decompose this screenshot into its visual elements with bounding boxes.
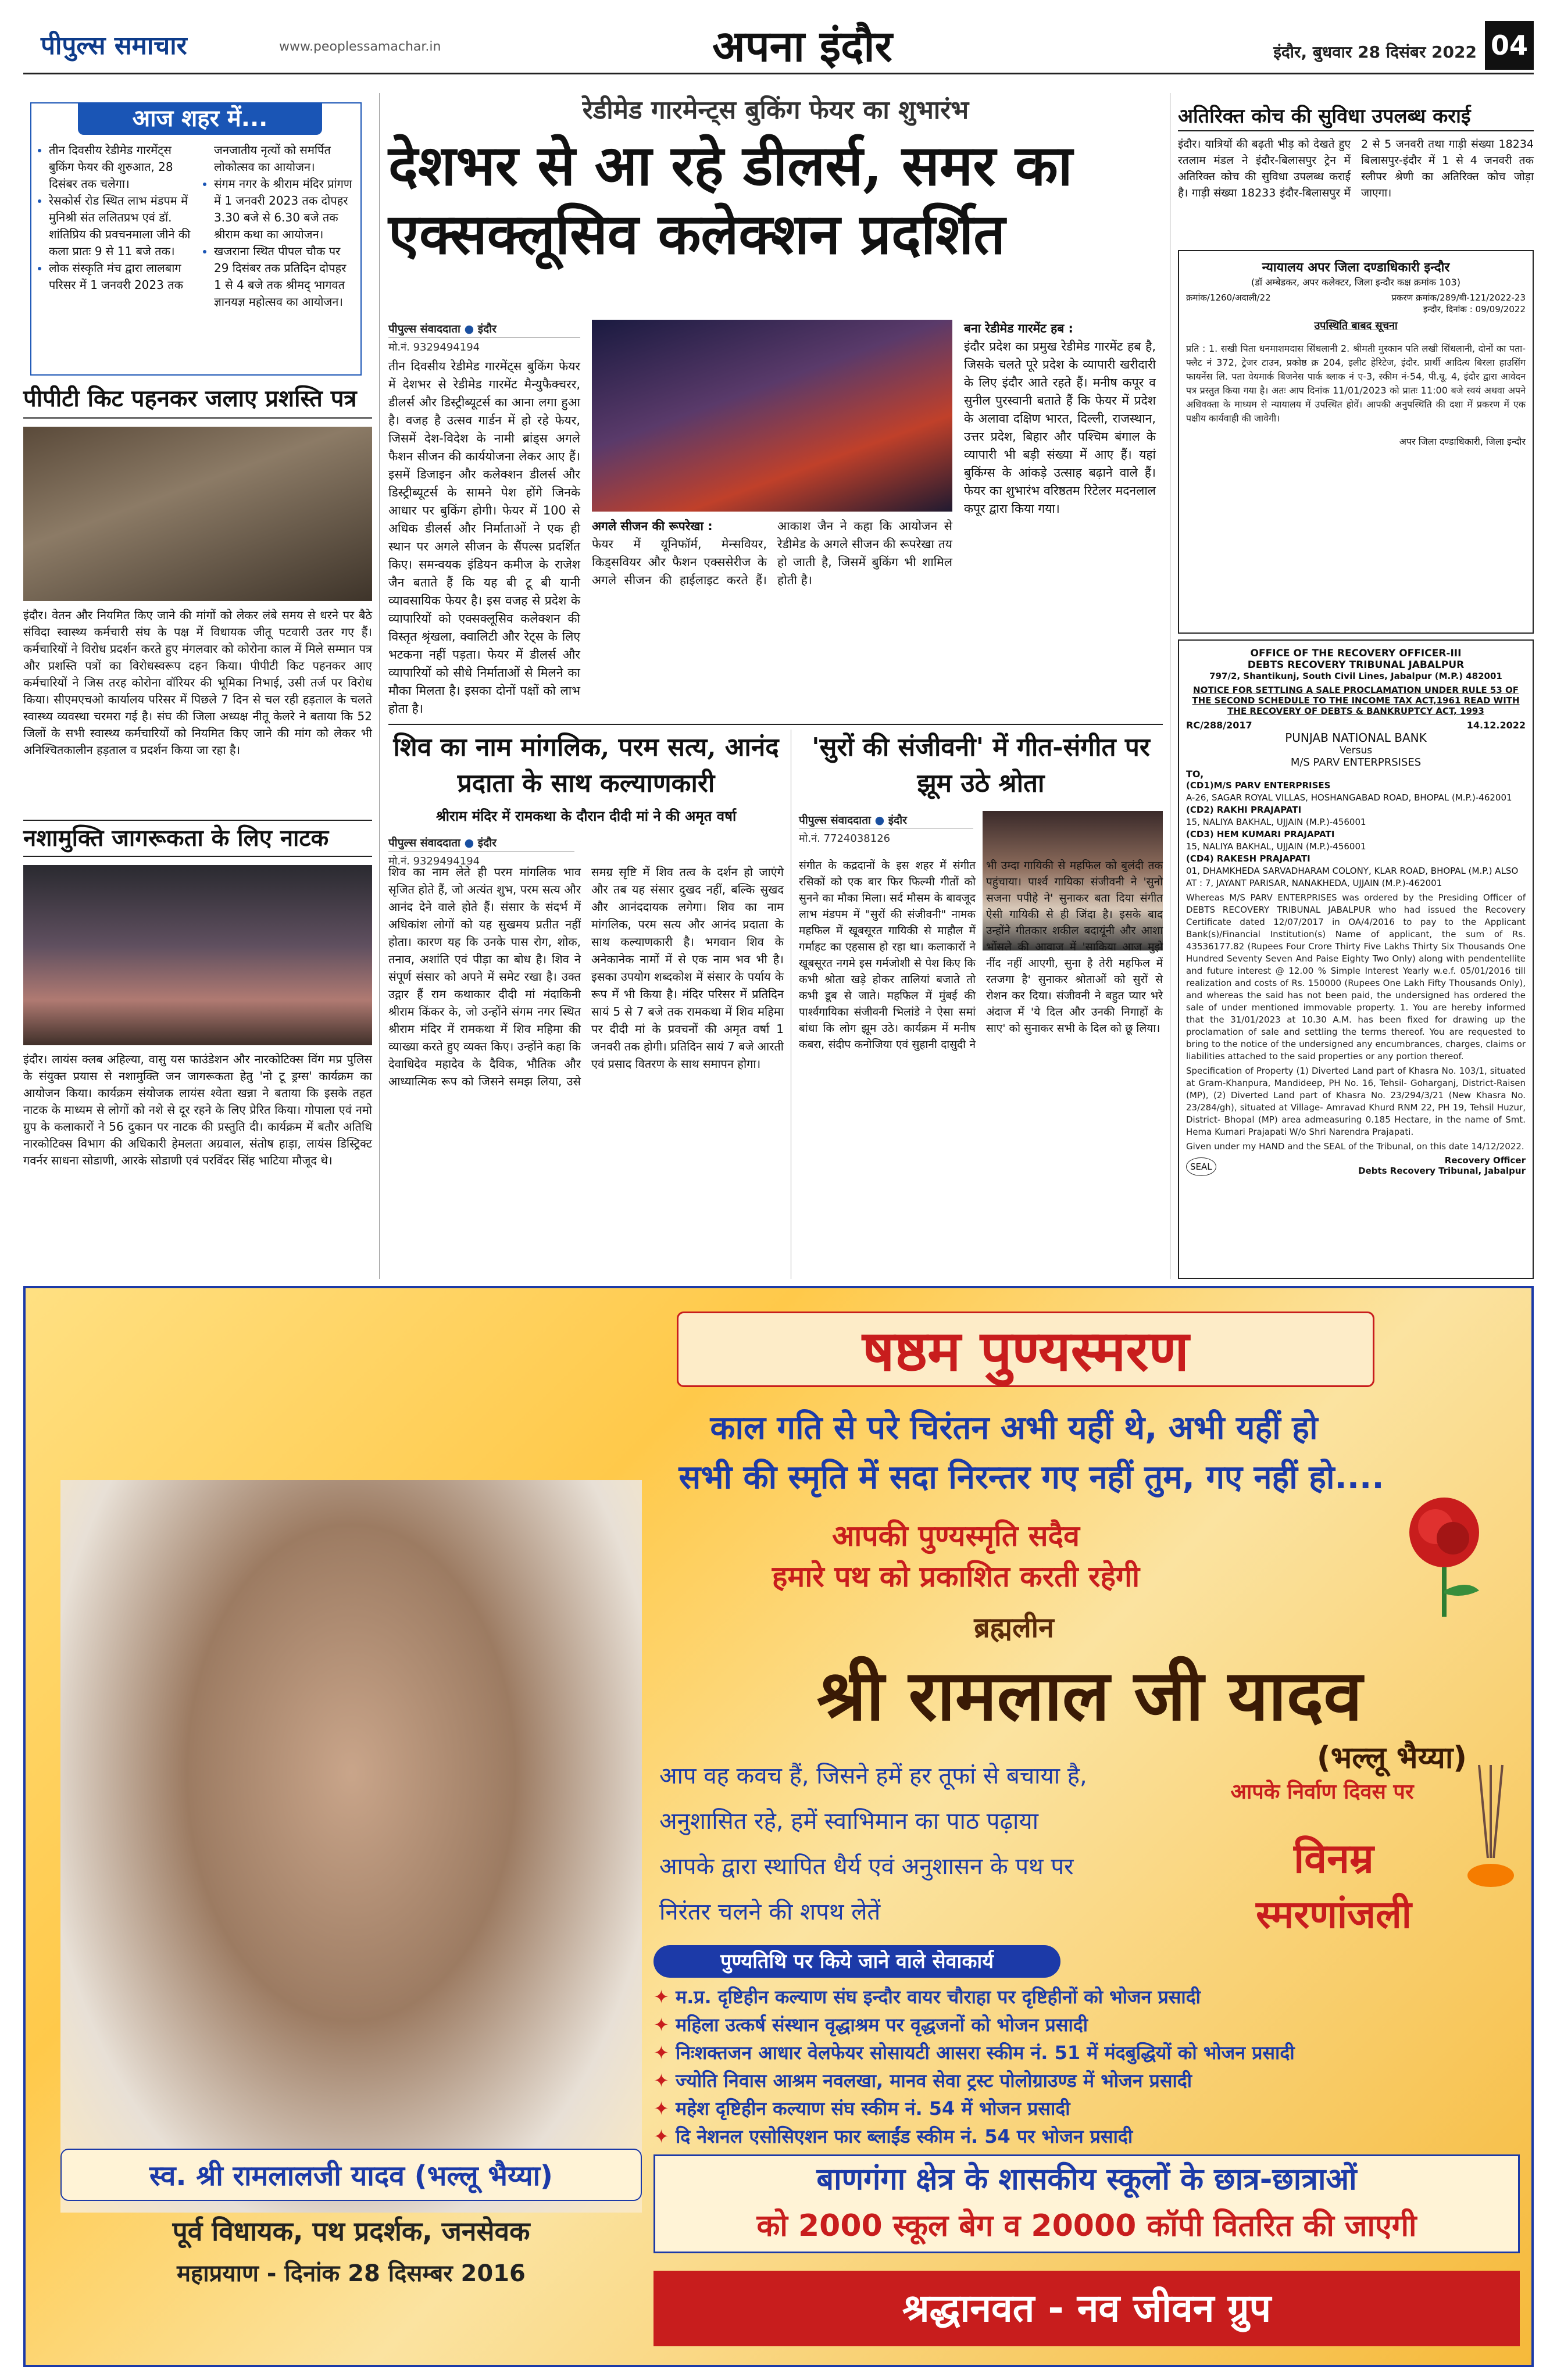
aaj-shahar-list-wrap	[36, 142, 356, 371]
drt-party-address: 01, DHAMKHEDA SARVADHARAM COLONY, KLAR ROAD, BHOPAL (M.P.) ALSO AT : 7, JAYANT PARISAR, NANAKHEDA, UJJAIN (M.P.)-462001	[1186, 866, 1519, 888]
aaj-shahar-box	[30, 102, 362, 376]
lead-col1	[388, 320, 580, 721]
column-divider	[379, 93, 380, 1279]
lead-col-mid	[592, 517, 952, 721]
ad-footer-text: श्रद्धानवत - नव जीवन ग्रुप	[902, 2286, 1272, 2331]
ad-mahaprayan: महाप्रयाण - दिनांक 28 दिसम्बर 2016	[177, 2260, 526, 2287]
photo-caption-band	[60, 2149, 642, 2201]
ad-name: श्री रामलाल जी यादव	[816, 1654, 1363, 1736]
ad-memory-1: आपकी पुण्यस्मृति सदैव	[832, 1519, 1080, 1553]
drt-defendant: M/S PARV ENTERPRSISES	[1290, 756, 1422, 769]
drt-plaintiff: PUNJAB NATIONAL BANK	[1285, 731, 1427, 745]
shiv-byline: पीपुल्स संवाददाता ● इंदौर	[388, 834, 574, 852]
aaj-shahar-title: आज शहर में...	[78, 102, 322, 135]
ad-vinamra: विनम्र	[1294, 1834, 1374, 1882]
drt-body: Whereas M/S PARV ENTERPRISES was ordered by the Presiding Officer of DEBTS RECOVERY TRIBUNAL JABALPUR who had issued the Recovery Certificate dated 12/07/2017 in OA/4/2016 to pay to the Applicant Bank(s)/Financial Institution(s) Name of applicant, the sum of Rs. 43536177.82 (Rupees Four Crore Thirty Five Lakhs Thirty Six Thousands One Hundred Seventy Seven And Paise Eighty Two Only) along with pendentellite and future interest @ 12.00 % Simple Interest Yearly w.e.f. 05/01/2016 till realization and costs of Rs. 150000 (Rupees One Lakh Fifty Thousands Only), and whereas the said has not been paid, the undersigned has ordered the sale of under mentioned immovable property. 1. You are hereby informed that the 31/01/2023 at 10.30 A.M. has been fixed for drawing up the proclamation of sale and settling the terms thereof. You are requested to bring to the notice of the undersigned any encumbrances, charges, claims or liabilities attached to the said properties or any portion thereof.	[1186, 892, 1526, 1062]
lead-col3	[964, 320, 1156, 721]
drt-sign-org: Debts Recovery Tribunal, Jabalpur	[1358, 1166, 1526, 1176]
portrait-photo	[60, 1480, 642, 2213]
drt-party: (CD1)M/S PARV ENTERPRISES	[1186, 780, 1331, 791]
ad-tribute-line: आपके द्वारा स्थापित धैर्य एवं अनुशासन के पथ पर	[659, 1853, 1074, 1880]
drt-property: Specification of Property (1) Diverted Land part of Khasra No. 103/1, situated at Gram-Khanpura, Mandideep, PH No. 16, Tehsil- Goharganj, District-Raisen (MP), (2) Diverted Land part of Khasra No. 23/294/3/21 (New Khasra No. 23/284/gh), situated at Village- Amravad Khurd RNM 22, PH 19, Tehsil Huzur, District- Bhopal (MP) area admeasuring 0.185 Hectare, in the name of Smt. Hema Kumari Prajapati W/o Shri Narendra Prajapati.	[1186, 1066, 1526, 1137]
ad-verse-2: सभी की स्मृति में सदा निरन्तर गए नहीं तुम, गए नहीं हो....	[678, 1459, 1384, 1496]
ppe-headline: पीपीटी किट पहनकर जलाए प्रशस्ति पत्र	[23, 384, 372, 419]
list-item: • तीन दिवसीय रेडीमेड गारमेंट्स बुकिंग फेयर की शुरुआत, 28 दिसंबर तक चलेगा।	[49, 142, 191, 192]
coach-story	[1178, 102, 1534, 248]
lead-phone: मो.नं. 9329494194	[388, 341, 480, 353]
sur-phone: मो.नं. 7724038126	[799, 832, 891, 845]
coach-body: इंदौर। यात्रियों की बढ़ती भीड़ को देखते हुए रतलाम मंडल ने इंदौर-बिलासपुर ट्रेन में अतिरिक्त कोच की सुविधा उपलब्ध कराई है। गाड़ी संख्या 18233 इंदौर-बिलासपुर में 2 से 5 जनवरी तथा गाड़ी संख्या 18234 बिलासपुर-इंदौर में 1 से 4 जनवरी तक स्लीपर श्रेणी का अतिरिक्त कोच जोड़ा जाएगा।	[1178, 138, 1534, 199]
drt-seal: SEAL	[1186, 1157, 1216, 1176]
distribution-box	[653, 2154, 1520, 2253]
service-item: ✦ महेश दृष्टिहीन कल्याण संघ स्कीम नं. 54 में भोजन प्रसादी	[653, 2095, 1526, 2122]
drt-versus: Versus	[1339, 745, 1373, 756]
service-title: पुण्यतिथि पर किये जाने वाले सेवाकार्य	[653, 1945, 1060, 1978]
drt-notice	[1178, 639, 1534, 1279]
ad-tribute-line: अनुशासित रहे, हमें स्वाभिमान का पाठ पढ़ाया	[659, 1808, 1038, 1835]
ad-verse-1: काल गति से परे चिरंतन अभी यहीं थे, अभी यहीं हो	[710, 1409, 1318, 1447]
shiv-phone: मो.नं. 9329494194	[388, 855, 480, 867]
ad-tribute-line: आप वह कवच हैं, जिसने हमें हर तूफां से बचाया है,	[659, 1763, 1087, 1789]
section-title: अपना इंदौर	[712, 22, 892, 72]
list-item: • खजराना स्थित पीपल चौक पर 29 दिसंबर तक प्रतिदिन दोपहर 1 से 4 बजे तक श्रीमद् भागवत ज्ञानयज्ञ महोत्सव का आयोजन।	[214, 243, 356, 310]
drt-party-address: 15, NALIYA BAKHAL, UJJAIN (M.P.)-456001	[1186, 841, 1366, 852]
ad-banner	[677, 1311, 1374, 1387]
drt-notice-title: NOTICE FOR SETTLING A SALE PROCLAMATION UNDER RULE 53 OF THE SECOND SCHEDULE TO THE INCOME TAX ACT,1961 READ WITH THE RECOVERY OF DEBTS & BANKRUPTCY ACT, 1993	[1192, 685, 1520, 716]
distribution-line-1: बाणगंगा क्षेत्र के शासकीय स्कूलों के छात्र-छात्राओं	[816, 2162, 1357, 2197]
court-title: न्यायालय अपर जिला दण्डाधिकारी इन्दौर	[1262, 260, 1450, 275]
lead-body-right: इंदौर प्रदेश का प्रमुख रेडीमेड गारमेंट हब है, जिसके चलते पूरे प्रदेश के व्यापारी खरीदारी के लिए इंदौर आते रहते हैं। मनीष कपूर व सुनील पुरस्वानी बताते हैं कि फेयर में प्रदेश के अलावा दक्षिण भारत, दिल्ली, राजस्थान, उत्तर प्रदेश, बिहार और पश्चिम बंगाल के व्यापारी भी बड़ी संख्या में आए हैं। यहां बुकिंग्स के आंकड़े उत्साह बढ़ाने वाले हैं। फेयर का शुभारंभ वरिष्ठतम रिटेलर मदनलाल कपूर द्वारा किया गया।	[964, 340, 1156, 516]
ad-nickname: (भल्लू भैय्या)	[1316, 1741, 1467, 1775]
paper-logo	[41, 27, 273, 62]
shiv-story	[388, 730, 784, 1279]
lead-kicker: रेडीमेड गारमेन्ट्स बुकिंग फेयर का शुभारंभ	[582, 95, 969, 125]
drt-office: OFFICE OF THE RECOVERY OFFICER-III	[1250, 648, 1462, 659]
drt-given: Given under my HAND and the SEAL of the Tribunal, on this date 14/12/2022.	[1186, 1141, 1524, 1152]
court-signature: अपर जिला दण्डाधिकारी, जिला इन्दौर	[1399, 436, 1526, 447]
ad-footer	[653, 2271, 1520, 2346]
court-body: प्रति : 1. सखी पिता धनमाशमदास सिंधलानी 2. श्रीमती मुस्कान पति लखी सिंधलानी, दोनों का पता- फ्लैट नं 372, ट्रेजर टाउन, प्रकोष्ठ क्र 204, इलीट हेरिटेज, इंदौर. प्रार्थी आदित्य बिरला हाउसिंग फायनेंस लि. पता वेयमार्क बिजनेस पार्क ब्लाक नं ए-3, स्कीम नं-54, पी.यू. 4, इंदौर द्वारा आवेदन पत्र प्रस्तुत किया गया है। अतः आप दिनांक 11/01/2023 को प्रातः 11:00 बजे स्वयं अथवा अपने अधिवक्ता के माध्यम से न्यायालय में उपस्थित होवें। आपकी अनुपस्थिति की दशा में प्रकरण में एक पक्षीय कार्यवाही की जावेगी।	[1186, 343, 1526, 424]
lead-photo	[592, 320, 952, 512]
court-notice	[1178, 250, 1534, 634]
service-item: ✦ म.प्र. दृष्टिहीन कल्याण संघ इन्दौर वायर चौराहा पर दृष्टिहीनों को भोजन प्रसादी	[653, 1983, 1526, 2011]
drt-party: (CD4) RAKESH PRAJAPATI	[1186, 853, 1310, 864]
sur-body: संगीत के कद्रदानों के इस शहर में संगीत रसिकों को एक बार फिर फिल्मी गीतों को सुनने का मौका मिला। सर्द मौसम के बावजूद लाभ मंडपम में "सुरों की संजीवनी" नामक महफिल में खूबसूरत गायिकी से माहौल में गर्माहट का एहसास हो रहा था। कलाकारों ने खूबसूरत नगमे इस गर्मजोशी से पेश किए कि कभी श्रोता खड़े होकर तालियां बजाते तो कभी डूब से जाते। महफिल में मुंबई की पार्श्वगायिका संजीवनी भिलांडे ने ऐसा समां बांधा कि लोग झूम उठे। कार्यक्रम में मनीष कबरा, संदीप कनोजिया एवं सुहानी दासुदी ने भी उम्दा गायिकी से महफिल को बुलंदी तक पहुंचाया। पार्श्व गायिका संजीवनी ने 'सुनो सजना पपीहे ने' सुनाकर बता दिया संगीत ऐसी गायिकी से ही जिंदा है। इसके बाद उन्होंने गीतकार शकील बदायूंनी और आशा भोंसले की आवाज में 'साकिया आज मुझे नींद नहीं आएगी, सुना है तेरी महफिल में रतजगा है' सुनाकर श्रोताओं को सुरों से रोशन कर दिया। संजीवनी ने बहुत प्यार भरे अंदाज में 'ये दिल और उनकी निगाहों के साए' को सुनाकर सभी के दिल को छू लिया।	[799, 859, 1163, 1051]
ad-memory-2: हमारे पथ को प्रकाशित करती रहेगी	[772, 1560, 1140, 1593]
lead-byline: पीपुल्स संवाददाता ● इंदौर	[388, 320, 580, 338]
memorial-ad	[23, 1286, 1534, 2367]
page-number: 04	[1485, 21, 1534, 70]
section-divider	[388, 724, 1163, 725]
ppe-story	[23, 384, 372, 814]
rose-icon	[1386, 1492, 1502, 1620]
court-subtitle: (डॉ अम्बेडकर, अपर कलेक्टर, जिला इन्दौर कक्ष क्रमांक 103)	[1251, 277, 1460, 288]
website-link[interactable]: www.peoplessamachar.in	[279, 40, 441, 54]
distribution-line-2: को 2000 स्कूल बेग व 20000 कॉपी वितरित की जाएगी	[756, 2209, 1417, 2243]
drt-party: (CD2) RAKHI PRAJAPATI	[1186, 805, 1302, 815]
paper-name: पीपुल्स समाचार	[41, 31, 187, 60]
lead-subhead1: अगले सीजन की रूपरेखा :	[592, 519, 713, 533]
court-date: इन्दौर, दिनांक : 09/09/2022	[1423, 304, 1526, 315]
drt-party-address: 15, NALIYA BAKHAL, UJJAIN (M.P.)-456001	[1186, 817, 1366, 827]
nasha-story	[23, 820, 372, 1279]
shiv-deck: श्रीराम मंदिर में रामकथा के दौरान दीदी मां ने की अमृत वर्षा	[435, 808, 737, 824]
sur-body-wrap	[799, 857, 1163, 1279]
service-item: ✦ निःशक्तजन आधार वेलफेयर सोसायटी आसरा स्कीम नं. 51 में मंदबुद्धियों को भोजन प्रसादी	[653, 2039, 1526, 2067]
list-item: • रेसकोर्स रोड स्थित लाभ मंडपम में मुनिश्री संत ललितप्रभ एवं डॉ. शांतिप्रिय की प्रवचनमाला जीने की कला प्रातः 9 से 11 बजे तक।	[49, 192, 191, 260]
shiv-body-wrap	[388, 863, 784, 1279]
ad-tribute	[659, 1753, 1212, 1935]
list-item: • संगम नगर के श्रीराम मंदिर प्रांगण में 1 जनवरी 2023 तक दोपहर 3.30 बजे से 6.30 बजे तक श्रीराम कथा का आयोजन।	[214, 176, 356, 243]
sur-headline: 'सुरों की संजीवनी' में गीत-संगीत पर झूम उठे श्रोता	[812, 732, 1150, 798]
nasha-headline: नशामुक्ति जागरूकता के लिए नाटक	[23, 820, 372, 857]
ad-nirvan-label: आपके निर्वाण दिवस पर	[1230, 1780, 1414, 1804]
ppe-photo	[23, 427, 372, 601]
shiv-body: शिव का नाम लेते ही परम मांगलिक भाव सृजित होते हैं, जो अत्यंत शुभ, परम सत्य और आनंद देने वाले होते हैं। संसार के संदर्भ में अधिकांश लोगों को यह सुखमय प्रतीत नहीं होता। कारण यह कि उनके पास रोग, शोक, तनाव, अशांति एवं पीड़ा का बोध है। शिव ने संपूर्ण संसार को अपने में समेट रखा है। उक्त उद्गार हैं राम कथाकार दीदी मां मंदाकिनी श्रीराम किंकर के, जो उन्होंने संगम नगर स्थित श्रीराम मंदिर में रामकथा में शिव महिमा की व्याख्या करते हुए व्यक्त किए। उन्होंने कहा कि देवाधिदेव महादेव के दैविक, भौतिक और आध्यात्मिक रूप को जिसने समझ लिया, उसे समग्र सृष्टि में शिव तत्व के दर्शन हो जाएंगे और तब यह संसार दुखद नहीं, बल्कि सुखद और आनंददायक लगेगा। शिव का नाम मांगलिक, परम सत्य और आनंद प्रदाता के साथ कल्याणकारी है। भगवान शिव के अनेकानेक नामों में से एक नाम भव भी है। इसका उपयोग शब्दकोश में संसार के पर्याय के रूप में भी किया है। मंदिर परिसर में प्रतिदिन सायं 5 से 7 बजे तक रामकथा में शिव महिमा पर दीदी मां के प्रवचनों की अमृत वर्षा 1 जनवरी तक होगी। प्रतिदिन सायं 7 बजे आरती एवं प्रसाद वितरण के साथ समापन होगा।	[388, 865, 784, 1088]
lead-headline: देशभर से आ रहे डीलर्स, समर का एक्सक्लूसिव कलेक्शन प्रदर्शित	[388, 133, 1073, 267]
service-item: ✦ महिला उत्कर्ष संस्थान वृद्धाश्रम पर वृद्धजनों को भोजन प्रसादी	[653, 2011, 1526, 2039]
court-case-no: क्रमांक/1260/अदाली/22	[1186, 292, 1271, 303]
ad-brahmlin: ब्रह्मलीन	[974, 1611, 1054, 1644]
sur-byline: पीपुल्स संवाददाता ● इंदौर	[799, 811, 973, 829]
drt-rc-date: 14.12.2022	[1466, 720, 1526, 731]
lead-body-mid: फेयर में यूनिफॉर्म, मेन्सवियर, किड्सवियर और फैशन एक्ससेरीज के अगले सीजन की हाईलाइट करते हैं। आकाश जैन ने कहा कि आयोजन से रेडीमेड के अगले सीजन की रूपरेखा तय हो जाती है, जिसमें बुकिंग भी शामिल होती है।	[592, 519, 952, 587]
ad-tribute-line: निरंतर चलने की शपथ लेतें	[659, 1899, 881, 1925]
sur-story	[799, 730, 1163, 1279]
drt-address: 797/2, Shantikunj, South Civil Lines, Jabalpur (M.P.) 482001	[1209, 671, 1502, 681]
incense-icon	[1462, 1765, 1520, 1904]
coach-headline: अतिरिक्त कोच की सुविधा उपलब्ध कराई	[1178, 102, 1534, 131]
court-notice-title: उपस्थिति बाबद सूचना	[1314, 320, 1398, 332]
drt-rc-no: RC/288/2017	[1186, 720, 1252, 731]
drt-to: TO,	[1186, 769, 1204, 780]
drt-party-address: A-26, SAGAR ROYAL VILLAS, HOSHANGABAD ROAD, BHOPAL (M.P.)-462001	[1186, 792, 1512, 803]
ad-roles: पूर्व विधायक, पथ प्रदर्शक, जनसेवक	[172, 2215, 530, 2247]
court-case-ref: प्रकरण क्रमांक/289/बी-121/2022-23	[1391, 292, 1526, 303]
lead-story	[388, 93, 1163, 721]
drt-parties	[1186, 780, 1526, 889]
drt-party: (CD3) HEM KUMARI PRAJAPATI	[1186, 829, 1335, 839]
photo-caption: स्व. श्री रामलालजी यादव (भल्लू भैय्या)	[149, 2160, 553, 2192]
aaj-shahar-list	[36, 142, 356, 310]
shiv-headline: शिव का नाम मांगलिक, परम सत्य, आनंद प्रदाता के साथ कल्याणकारी	[393, 732, 779, 798]
dateline: इंदौर, बुधवार 28 दिसंबर 2022	[1273, 42, 1477, 62]
service-item: ✦ ज्योति निवास आश्रम नवलखा, मानव सेवा ट्रस्ट पोलोग्राउण्ड में भोजन प्रसादी	[653, 2067, 1526, 2095]
nasha-body: इंदौर। लायंस क्लब अहिल्या, वासु यस फाउंडेशन और नारकोटिक्स विंग मप्र पुलिस के संयुक्त प्रयास से नशामुक्ति जन जागरूकता हेतु 'नो टू ड्रग्स' कार्यक्रम का आयोजन किया। कार्यक्रम संयोजक लायंस श्वेता खन्ना ने बताया कि इसके तहत नाटक के माध्यम से लोगों को नशे से दूर रहने के लिए प्रेरित किया। गोपाला एवं नमो ग्रुप के कलाकारों ने 56 दुकान पर नाटक की प्रस्तुति दी। कार्यक्रम में बतौर अतिथि नारकोटिक्स विभाग की अधिकारी हेमलता अग्रवाल, संतोष हाड़ा, लायंस डिस्ट्रिक्ट गवर्नर साधना सोडाणी, आरके सोडाणी एवं परविंदर सिंह भाटिया मौजूद थे।	[23, 1052, 372, 1167]
nasha-photo	[23, 865, 372, 1045]
drt-tribunal: DEBTS RECOVERY TRIBUNAL JABALPUR	[1247, 659, 1465, 671]
ad-smaranjali: स्मरणांजली	[1256, 1892, 1412, 1937]
sur-meta	[799, 811, 973, 849]
ppe-body: इंदौर। वेतन और नियमित किए जाने की मांगों को लेकर लंबे समय से धरने पर बैठे संविदा स्वास्थ्य कर्मचारी संघ के पक्ष में विधायक जीतू पटवारी उतर गए हैं। कर्मचारियों ने विरोध प्रदर्शन करते हुए मंगलवार को कोरोना काल में मिले सम्मान पत्र और प्रशस्ति पत्रों का विरोधस्वरूप दहन किया। पीपीटी किट पहनकर आए कर्मचारियों ने जिस तरह कोरोना वॉरियर की भूमिका निभाई, उसी तर्ज पर विरोध किया। सीएमएचओ कार्यालय परिसर में पिछले 7 दिन से चल रही हड़ताल के चलते स्वास्थ्य व्यवस्था चरमरा गई है। संघ की जिला अध्यक्ष नीतू केलरे ने बताया कि 52 जिलों के सभी स्वास्थ्य कर्मचारियों को नियमित किए जाने की मांग को लेकर भी अनिश्चितकालीन हड़ताल व प्रदर्शन किया जा रहा है।	[23, 608, 372, 757]
drt-sign-title: Recovery Officer	[1444, 1155, 1526, 1166]
ad-banner-text: षष्ठम पुण्यस्मरण	[862, 1318, 1190, 1384]
service-list	[653, 1983, 1526, 2150]
service-item: ✦ दि नेशनल एसोसिएशन फार ब्लाईंड स्कीम नं. 54 पर भोजन प्रसादी	[653, 2122, 1526, 2150]
list-item: • लोक संस्कृति मंच द्वारा लालबाग परिसर में 1 जनवरी 2023 तक जनजातीय नृत्यों को समर्पित लोकोत्सव का आयोजन।	[49, 142, 356, 310]
lead-subhead2: बना रेडीमेड गारमेंट हब :	[964, 321, 1073, 335]
masthead	[23, 10, 1534, 74]
lead-body-left: तीन दिवसीय रेडीमेड गारमेंट्स बुकिंग फेयर में देशभर से रेडीमेड गारमेंट मैन्युफैक्चरर, डीलर्स और डिस्ट्रीब्यूटर्स का आना लगा हुआ है। वजह है उत्सव गार्डन में हो रहे फेयर, जिसमें देश-विदेश के नामी ब्रांड्स अगले फैशन सीजन की कार्ययोजना लेकर आए हैं। इसमें डिजाइन और कलेक्शन डीलर्स और डिस्ट्रीब्यूटर्स के सामने पेश होंगे जिनके आधार पर बुकिंग होगी। फेयर में 100 से अधिक डीलर्स और निर्माताओं ने एक ही स्थान पर अगले सीजन के सैंपल्स प्रदर्शित किए। समन्वयक इंडियन कमीज के राजेश जैन बताते हैं कि यह बी टू बी यानी व्यावसायिक फेयर है। इस वजह से प्रदेश के व्यापारियों को एक्सक्लूसिव कलेक्शन की विस्तृत श्रृंखला, क्वालिटी और रेट्स के लिए भटकना नहीं पड़ता। फेयर में डीलर्स और व्यापारियों को सीधे निर्माताओं से मिलने का मौका मिलता है। इसका दोनों पक्षों को लाभ होता है।	[388, 359, 580, 716]
